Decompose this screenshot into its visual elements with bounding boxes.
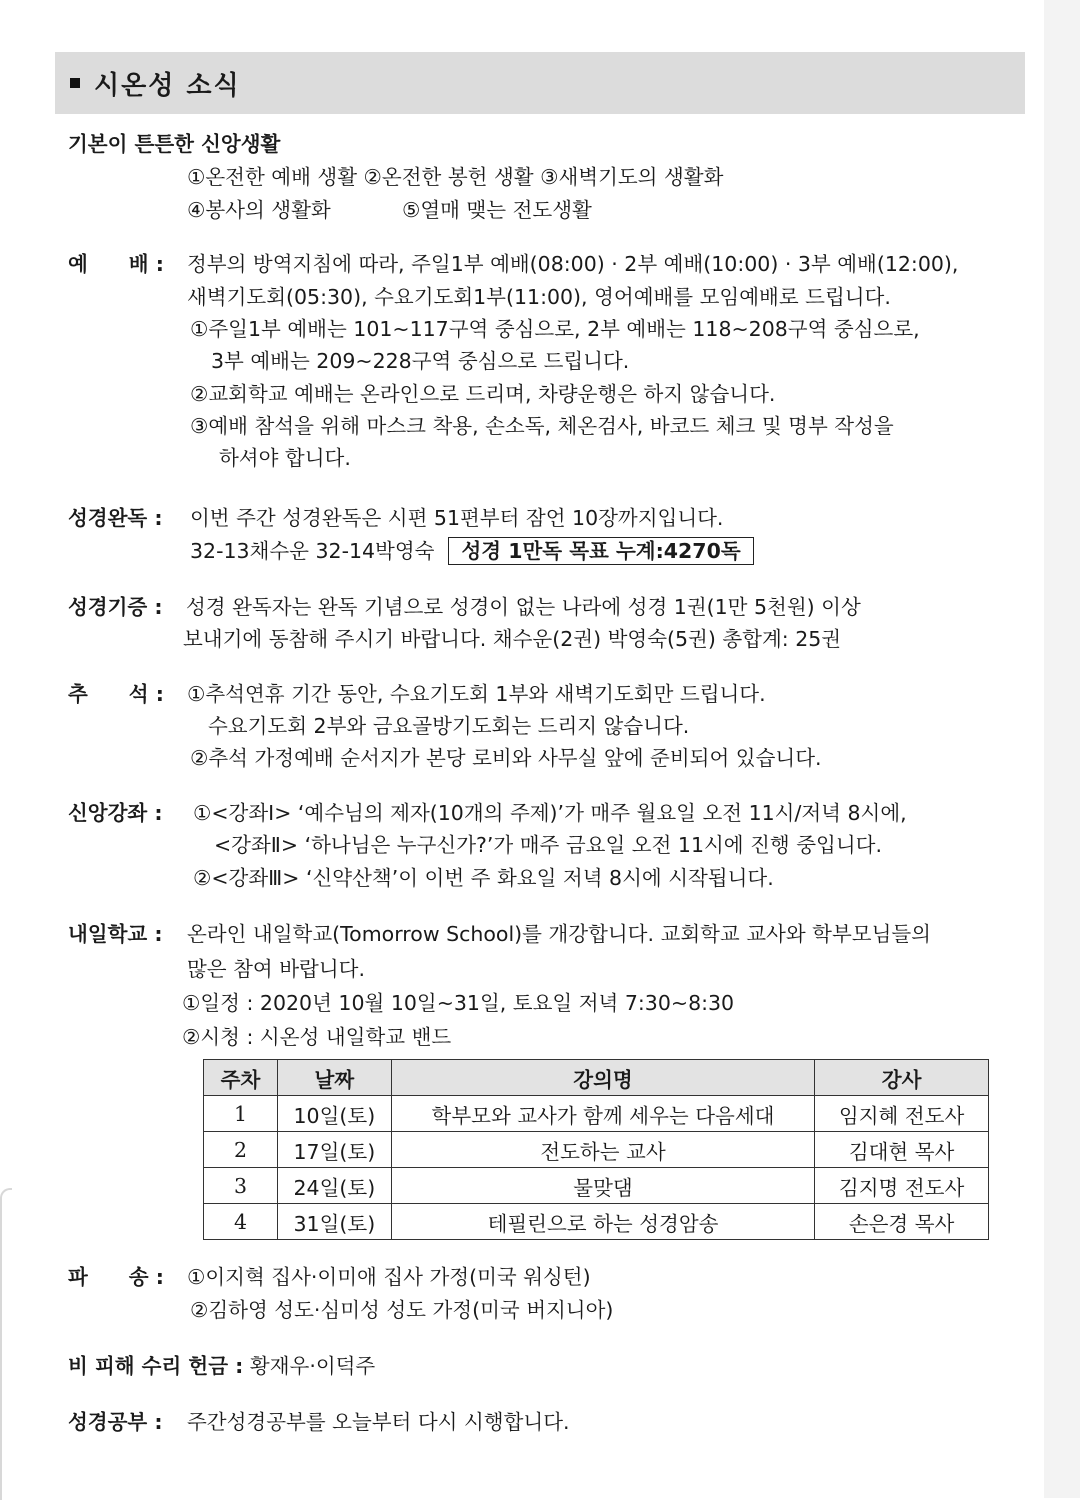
reading-line-2: [190, 537, 754, 565]
table-header-week: 주차: [204, 1060, 278, 1096]
table-cell-title: 전도하는 교사: [391, 1132, 814, 1168]
chuseok-line-2: 수요기도회 2부와 금요골방기도회는 드리지 않습니다.: [208, 714, 690, 738]
table-cell-speaker: 손은경 목사: [815, 1204, 989, 1240]
table-row: [204, 1204, 989, 1240]
chuseok-line-1: ①추석연휴 기간 동안, 수요기도회 1부와 새벽기도회만 드립니다.: [187, 682, 766, 706]
study-text: 주간성경공부를 오늘부터 다시 시행합니다.: [187, 1410, 570, 1434]
table-cell-speaker: 김지명 전도사: [815, 1168, 989, 1204]
table-cell-date: 31일(토): [277, 1204, 391, 1240]
repair-label: 비 피해 수리 헌금 :: [68, 1354, 244, 1378]
lecture-line-2: <강좌Ⅱ> ‘하나님은 누구신가?’가 매주 금요일 오전 11시에 진행 중입니다.: [214, 833, 882, 857]
basics-line-1: ①온전한 예배 생활 ②온전한 봉헌 생활 ③새벽기도의 생활화: [187, 165, 724, 189]
lecture-line-3: ②<강좌Ⅲ> ‘신약산책’이 이번 주 화요일 저녁 8시에 시작됩니다.: [193, 866, 774, 890]
table-cell-title: 물맞댐: [391, 1168, 814, 1204]
worship-line-2: 새벽기도회(05:30), 수요기도회1부(11:00), 영어예배를 모임예배로 드립니다.: [187, 285, 891, 309]
worship-line-1: 정부의 방역지침에 따라, 주일1부 예배(08:00) · 2부 예배(10:00) · 3부 예배(12:00),: [187, 252, 959, 276]
table-header-row: [204, 1060, 989, 1096]
scroll-handle[interactable]: [0, 1188, 12, 1500]
worship-line-5: ②교회학교 예배는 온라인으로 드리며, 차량운행은 하지 않습니다.: [190, 382, 776, 406]
tomorrow-line-4: ②시청 : 시온성 내일학교 밴드: [182, 1025, 452, 1049]
table-header-date: 날짜: [277, 1060, 391, 1096]
table-cell-speaker: 김대현 목사: [815, 1132, 989, 1168]
table-cell-speaker: 임지혜 전도사: [815, 1096, 989, 1132]
table-cell-date: 10일(토): [277, 1096, 391, 1132]
reading-names: 32-13채수운 32-14박영숙: [190, 539, 435, 563]
table-cell-date: 17일(토): [277, 1132, 391, 1168]
chuseok-line-3: ②추석 가정예배 순서지가 본당 로비와 사무실 앞에 준비되어 있습니다.: [190, 746, 822, 770]
dispatch-label: 파 송 :: [68, 1265, 164, 1289]
reading-goal-box: 성경 1만독 목표 누계:4270독: [448, 537, 753, 565]
table-row: [204, 1168, 989, 1204]
worship-line-3: ①주일1부 예배는 101~117구역 중심으로, 2부 예배는 118~208구역 중심으로,: [190, 317, 920, 341]
table-header-speaker: 강사: [815, 1060, 989, 1096]
table-cell-title: 테필린으로 하는 성경암송: [391, 1204, 814, 1240]
repair-line: [68, 1352, 375, 1380]
lecture-schedule-table: [203, 1059, 989, 1240]
table-header-title: 강의명: [391, 1060, 814, 1096]
donation-line-1: 성경 완독자는 완독 기념으로 성경이 없는 나라에 성경 1권(1만 5천원) 이상: [186, 595, 861, 619]
table-cell-week: 2: [204, 1132, 278, 1168]
tomorrow-line-1: 온라인 내일학교(Tomorrow School)를 개강합니다. 교회학교 교사와 학부모님들의: [187, 922, 931, 946]
reading-label: 성경완독 :: [68, 506, 163, 530]
square-bullet-icon: [70, 78, 80, 88]
repair-text: 황재우·이덕주: [249, 1354, 376, 1378]
chuseok-label: 추 석 :: [68, 682, 164, 706]
basics-title: 기본이 튼튼한 신앙생활: [68, 132, 281, 156]
table-row: [204, 1132, 989, 1168]
table-cell-title: 학부모와 교사가 함께 세우는 다음세대: [391, 1096, 814, 1132]
donation-label: 성경기증 :: [68, 595, 163, 619]
table-cell-week: 4: [204, 1204, 278, 1240]
worship-line-6: ③예배 참석을 위해 마스크 착용, 손소독, 체온검사, 바코드 체크 및 명부 작성을: [190, 414, 894, 438]
right-edge: [1044, 0, 1080, 1498]
dispatch-line-2: ②김하영 성도·심미성 성도 가정(미국 버지니아): [190, 1298, 614, 1322]
worship-label: 예 배 :: [68, 252, 164, 276]
basics-line-2a: ④봉사의 생활화: [187, 198, 331, 222]
study-label: 성경공부 :: [68, 1410, 163, 1434]
basics-line-2b: ⑤열매 맺는 전도생활: [402, 198, 592, 222]
table-row: [204, 1096, 989, 1132]
section-header: [55, 52, 1025, 114]
lecture-label: 신앙강좌 :: [68, 801, 163, 825]
page-title: 시온성 소식: [94, 70, 241, 101]
table-cell-week: 3: [204, 1168, 278, 1204]
table-cell-week: 1: [204, 1096, 278, 1132]
tomorrow-line-3: ①일정 : 2020년 10월 10일~31일, 토요일 저녁 7:30~8:30: [182, 991, 735, 1015]
dispatch-line-1: ①이지혁 집사·이미애 집사 가정(미국 워싱턴): [187, 1265, 591, 1289]
tomorrow-line-2: 많은 참여 바랍니다.: [187, 957, 365, 981]
donation-line-2: 보내기에 동참해 주시기 바랍니다. 채수운(2권) 박영숙(5권) 총합계: 25권: [183, 627, 842, 651]
table-cell-date: 24일(토): [277, 1168, 391, 1204]
lecture-line-1: ①<강좌Ⅰ> ‘예수님의 제자(10개의 주제)’가 매주 월요일 오전 11시/저녁 8시에,: [193, 801, 907, 825]
worship-line-7: 하셔야 합니다.: [219, 446, 351, 470]
reading-line-1: 이번 주간 성경완독은 시편 51편부터 잠언 10장까지입니다.: [190, 506, 724, 530]
worship-line-4: 3부 예배는 209~228구역 중심으로 드립니다.: [211, 349, 630, 373]
tomorrow-label: 내일학교 :: [68, 922, 163, 946]
